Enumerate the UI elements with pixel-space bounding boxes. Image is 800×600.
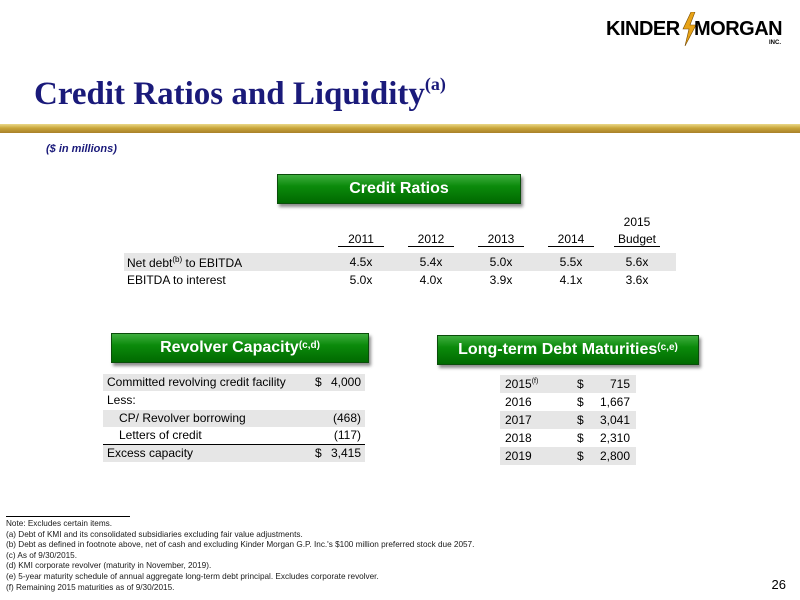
row-label: Letters of credit xyxy=(119,428,202,442)
revolver-capacity-header-superscript: (c,d) xyxy=(298,339,320,351)
logo-suffix: INC. xyxy=(769,40,781,46)
row-label: Committed revolving credit facility xyxy=(107,375,286,389)
debt-maturities-header-superscript: (c,e) xyxy=(657,341,678,353)
table-row xyxy=(103,445,365,462)
table-row xyxy=(124,271,676,289)
year-header: 2012 xyxy=(408,232,454,247)
ratio-value: 5.5x xyxy=(559,255,583,269)
currency-symbol: $ xyxy=(315,446,322,460)
year-header: 2013 xyxy=(478,232,524,247)
ratio-value: 4.1x xyxy=(559,273,583,287)
amount-value: 715 xyxy=(609,377,630,391)
ratio-value: 5.0x xyxy=(349,273,373,287)
table-row xyxy=(500,429,636,447)
page-title-superscript: (a) xyxy=(424,74,446,94)
currency-symbol: $ xyxy=(577,431,584,445)
maturity-year: 2016 xyxy=(505,395,532,409)
footnote-divider xyxy=(6,516,130,517)
page-number: 26 xyxy=(771,577,786,592)
table-row xyxy=(103,427,365,444)
footnote: (d) KMI corporate revolver (maturity in November, 2019). xyxy=(6,561,212,571)
credit-ratios-header xyxy=(277,174,521,204)
table-row xyxy=(103,392,365,409)
ratio-value: 4.0x xyxy=(419,273,443,287)
table-row xyxy=(103,374,365,391)
table-row xyxy=(103,410,365,427)
currency-symbol: $ xyxy=(577,449,584,463)
amount-value: 3,415 xyxy=(330,446,361,460)
footnotes xyxy=(6,519,474,593)
table-row xyxy=(500,447,636,465)
page-title xyxy=(34,76,446,113)
ratio-value: 5.4x xyxy=(419,255,443,269)
maturity-year: 2018 xyxy=(505,431,532,445)
logo-word-left: KINDER xyxy=(606,18,680,40)
footnote: (b) Debt as defined in footnote above, net of cash and excluding Kinder Morgan G.P. Inc.'s $100 million preferred stock due 2057. xyxy=(6,540,475,550)
ratio-value: 5.6x xyxy=(625,255,649,269)
amount-value: 4,000 xyxy=(330,375,361,389)
footnote: (e) 5-year maturity schedule of annual aggregate long-term debt principal. Excludes corporate revolver. xyxy=(6,571,379,581)
maturity-year: 2017 xyxy=(505,413,532,427)
footnote: (f) Remaining 2015 maturities as of 9/30/2015. xyxy=(6,582,175,592)
kinder-morgan-logo xyxy=(606,10,796,48)
revolver-capacity-header-text: Revolver Capacity xyxy=(160,339,299,356)
budget-label: Budget xyxy=(614,232,660,247)
row-label: Less: xyxy=(107,393,136,407)
credit-ratios-header-text: Credit Ratios xyxy=(349,180,449,197)
units-note: ($ in millions) xyxy=(46,143,117,155)
debt-maturities-header xyxy=(437,335,699,365)
ratio-value: 3.6x xyxy=(625,273,649,287)
maturity-year xyxy=(505,377,538,391)
budget-year-label: 2015 xyxy=(623,215,651,229)
amount-value: (468) xyxy=(332,411,361,425)
page-title-text: Credit Ratios and Liquidity xyxy=(34,76,425,112)
ratio-value: 5.0x xyxy=(489,255,513,269)
revolver-capacity-header xyxy=(111,333,369,363)
table-row xyxy=(124,253,676,271)
amount-value: 2,800 xyxy=(599,449,630,463)
table-row xyxy=(500,393,636,411)
ratio-value: 4.5x xyxy=(349,255,373,269)
maturity-year: 2019 xyxy=(505,449,532,463)
amount-value: 3,041 xyxy=(599,413,630,427)
currency-symbol: $ xyxy=(315,375,322,389)
amount-value: (117) xyxy=(333,428,361,442)
row-label: EBITDA to interest xyxy=(127,273,226,287)
row-label-suffix: to EBITDA xyxy=(182,256,243,270)
row-label: Excess capacity xyxy=(107,446,194,460)
debt-maturities-header-text: Long-term Debt Maturities xyxy=(458,341,658,358)
ratio-value: 3.9x xyxy=(489,273,513,287)
currency-symbol: $ xyxy=(577,377,584,391)
amount-value: 2,310 xyxy=(599,431,630,445)
year-header: 2011 xyxy=(338,232,384,247)
table-row xyxy=(500,375,636,393)
row-label-text: Net debt xyxy=(127,256,173,270)
row-label xyxy=(127,255,242,270)
table-row xyxy=(500,411,636,429)
maturity-year-text: 2015 xyxy=(505,377,532,391)
maturity-year-superscript: (f) xyxy=(531,378,539,385)
amount-value: 1,667 xyxy=(599,395,630,409)
currency-symbol: $ xyxy=(577,413,584,427)
footnote: (a) Debt of KMI and its consolidated subsidiaries excluding fair value adjustments. xyxy=(6,529,303,539)
year-header: 2014 xyxy=(548,232,594,247)
row-label: CP/ Revolver borrowing xyxy=(119,411,246,425)
logo-word-right: MORGAN xyxy=(694,18,783,40)
footnote: Note: Excludes certain items. xyxy=(6,519,113,528)
title-divider-bar xyxy=(0,124,800,133)
currency-symbol: $ xyxy=(577,395,584,409)
footnote: (c) As of 9/30/2015. xyxy=(6,550,78,560)
row-label-superscript: (b) xyxy=(172,255,183,264)
